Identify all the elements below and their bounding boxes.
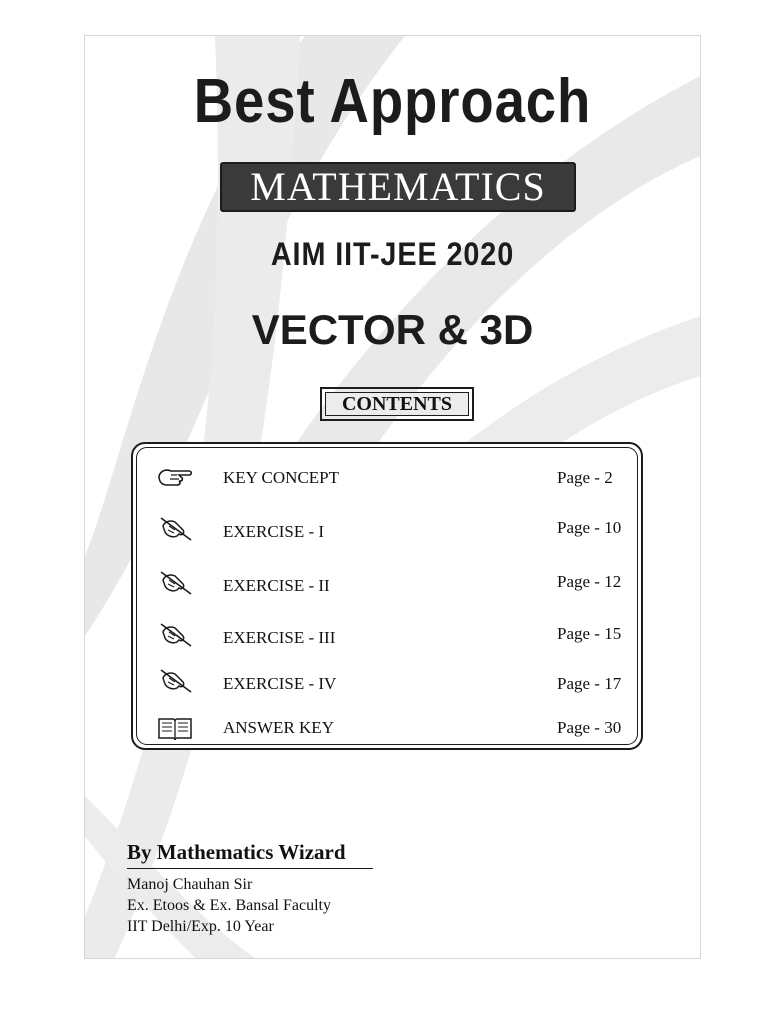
author-experience: IIT Delhi/Exp. 10 Year: [127, 918, 274, 935]
writing-hand-icon: [155, 664, 195, 694]
author-heading: By Mathematics Wizard: [127, 840, 373, 869]
toc-page: Page - 15: [557, 624, 622, 643]
toc-row-exercise-1[interactable]: [137, 512, 639, 542]
toc-row-exercise-3[interactable]: [137, 618, 639, 648]
toc-page: Page - 12: [557, 572, 622, 591]
document-page: [84, 35, 701, 959]
writing-hand-icon: [155, 618, 195, 648]
toc-label: EXERCISE - IV: [223, 674, 337, 693]
toc-label: EXERCISE - II: [223, 576, 330, 595]
toc-row-answer-key[interactable]: [137, 714, 639, 744]
open-book-icon: [155, 714, 195, 744]
toc-page: Page - 30: [557, 718, 622, 737]
writing-hand-icon: [155, 512, 195, 542]
subject-banner: MATHEMATICS: [220, 162, 576, 212]
author-credentials: Ex. Etoos & Ex. Bansal Faculty: [127, 897, 331, 914]
toc-page: Page - 17: [557, 674, 622, 693]
toc-label: EXERCISE - I: [223, 522, 325, 541]
table-of-contents: [131, 442, 643, 750]
toc-row-exercise-4[interactable]: [137, 664, 639, 694]
topic-heading: VECTOR & 3D: [251, 306, 534, 353]
contents-label-box: [320, 387, 474, 421]
toc-page: Page - 2: [557, 468, 613, 487]
toc-label: KEY CONCEPT: [223, 468, 340, 487]
author-name: Manoj Chauhan Sir: [127, 876, 253, 893]
toc-label: ANSWER KEY: [223, 718, 334, 737]
book-title: Best Approach: [193, 67, 592, 136]
writing-hand-icon: [155, 566, 195, 596]
toc-label: EXERCISE - III: [223, 628, 336, 647]
toc-row-key-concept[interactable]: [137, 462, 639, 492]
aim-heading: AIM IIT-JEE 2020: [270, 236, 515, 272]
toc-page: Page - 10: [557, 518, 622, 537]
toc-row-exercise-2[interactable]: [137, 566, 639, 596]
toc-inner-border: [136, 447, 638, 745]
contents-heading: CONTENTS: [325, 392, 469, 416]
pointing-hand-icon: [155, 462, 195, 492]
